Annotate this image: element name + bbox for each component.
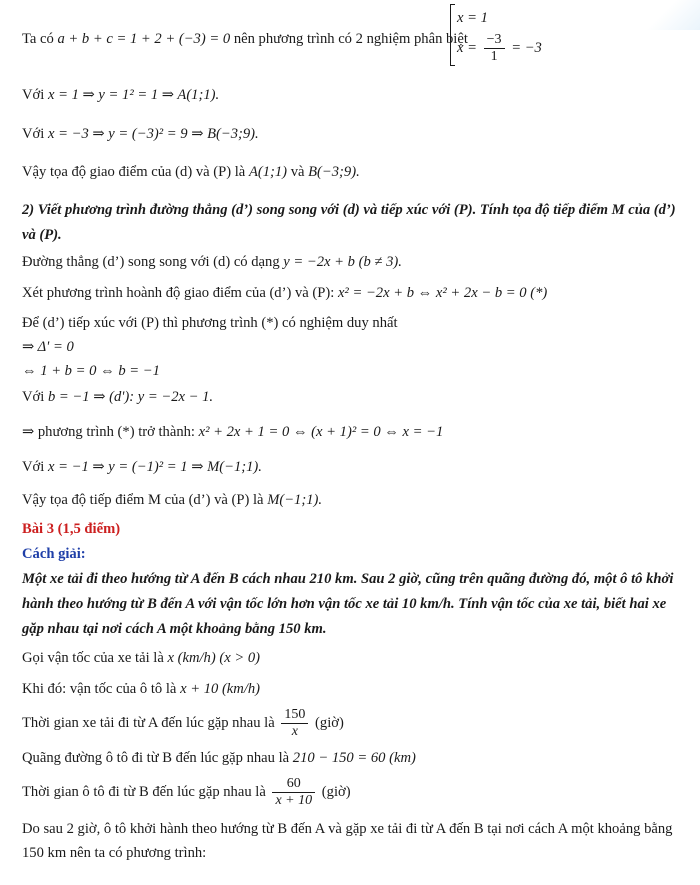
denominator: x [281, 723, 308, 740]
text: Vậy tọa độ tiếp điểm M của (d’) và (P) là [22, 492, 264, 508]
text: Vậy tọa độ giao điểm của (d) và (P) là [22, 164, 246, 180]
text: Với [22, 126, 45, 142]
text: Thời gian xe tải đi từ A đến lúc gặp nhau là [22, 714, 275, 731]
math: x² + 2x + 1 = 0 ⇔ (x + 1)² = 0 ⇔ x = −1 [198, 424, 444, 440]
line-x-3 [22, 125, 259, 143]
fraction [281, 707, 308, 740]
part-2-heading: 2) Viết phương trình đường thẳng (d’) song song với (d) và tiếp xúc với (P). Tính tọa độ tiếp điểm M của (d’) và (P). [22, 202, 676, 243]
line-sum-coefficients [22, 30, 468, 48]
line-b-value: ⇔ 1 + b = 0 ⇔ b = −1 [22, 363, 160, 379]
fraction [272, 776, 315, 809]
text: Với [22, 389, 45, 405]
line-intersection-equation [22, 284, 547, 302]
text: Khi đó: vận tốc của ô tô là [22, 681, 177, 697]
line-car-time [22, 776, 351, 809]
unit: (giờ) [321, 783, 351, 800]
line-tangent-point-conclusion [22, 491, 322, 509]
system-row-2 [457, 32, 542, 65]
line-parallel-form [22, 253, 402, 271]
text: Thời gian ô tô đi từ B đến lúc gặp nhau là [22, 783, 266, 800]
text: Xét phương trình hoành độ giao điểm của (d’) và (P): [22, 285, 335, 301]
text: Gọi vận tốc của xe tải là [22, 650, 164, 666]
math: a + b + c = 1 + 2 + (−3) = 0 [57, 31, 231, 47]
math: = −3 [511, 39, 542, 56]
solution-system [450, 4, 561, 66]
line-intersection-conclusion [22, 163, 360, 181]
text: và [290, 164, 305, 180]
math: y = −2x + b (b ≠ 3). [283, 254, 402, 270]
math: x = −1 ⇒ y = (−1)² = 1 ⇒ M(−1;1). [47, 459, 262, 475]
line-tangent-condition: Để (d’) tiếp xúc với (P) thì phương trình (*) có nghiệm duy nhất [22, 315, 398, 331]
math: B(−3;9). [308, 164, 360, 180]
corner-decoration [640, 0, 700, 30]
line-d-prime [22, 388, 213, 406]
numerator: −3 [486, 32, 502, 47]
line-equation-becomes [22, 423, 443, 441]
unit: (giờ) [315, 714, 344, 731]
text: Ta có [22, 31, 54, 47]
line-car-distance [22, 749, 416, 767]
line-x1 [22, 86, 219, 104]
line-let-speed [22, 649, 260, 667]
math: b = −1 ⇒ (d'): y = −2x − 1. [47, 389, 214, 405]
system-row-1: x = 1 [457, 10, 488, 26]
line-equation-intro: Do sau 2 giờ, ô tô khởi hành theo hướng từ B đến A và gặp xe tải đi từ A đến B tại nơi cách A một khoảng bằng 150 km nên ta có phương trình: [22, 821, 673, 861]
solution-label: Cách giải: [22, 546, 86, 562]
math: 210 − 150 = 60 (km) [292, 750, 416, 766]
text: Với [22, 459, 45, 475]
line-x-minus-1 [22, 458, 262, 476]
text: Với [22, 87, 45, 103]
math: x² = −2x + b ⇔ x² + 2x − b = 0 (*) [337, 285, 548, 301]
text: Quãng đường ô tô đi từ B đến lúc gặp nhau là [22, 750, 290, 766]
denominator: x + 10 [272, 792, 315, 809]
text: ⇒ phương trình (*) trở thành: [22, 424, 195, 440]
math: x = −3 ⇒ y = (−3)² = 9 ⇒ B(−3;9). [47, 126, 259, 142]
math: M(−1;1). [267, 492, 323, 508]
line-delta: ⇒ Δ' = 0 [22, 339, 74, 355]
problem-statement: Một xe tải đi theo hướng từ A đến B cách nhau 210 km. Sau 2 giờ, cũng trên quãng đường đó, một ô tô khởi hành theo hướng từ B đến A với vận tốc lớn hơn vận tốc xe tải 10 km/h. Tính vận tốc của xe tải, biết hai xe gặp nhau tại nơi cách A một khoảng bằng 150 km. [22, 571, 674, 637]
line-car-speed [22, 680, 260, 698]
math: x (km/h) (x > 0) [167, 650, 260, 666]
text: Đường thẳng (d’) song song với (d) có dạng [22, 254, 280, 270]
section-heading-bai-3: Bài 3 (1,5 điểm) [22, 521, 121, 537]
math: A(1;1) [248, 164, 288, 180]
text: nên phương trình có 2 nghiệm phân biệt [233, 31, 468, 47]
numerator: 150 [284, 707, 306, 722]
math: x = 1 ⇒ y = 1² = 1 ⇒ A(1;1). [47, 87, 220, 103]
line-truck-time [22, 707, 344, 740]
fraction [484, 32, 505, 65]
numerator: 60 [286, 776, 301, 791]
math: x = [457, 39, 477, 56]
denominator: 1 [484, 48, 505, 65]
math: x + 10 (km/h) [180, 681, 261, 697]
